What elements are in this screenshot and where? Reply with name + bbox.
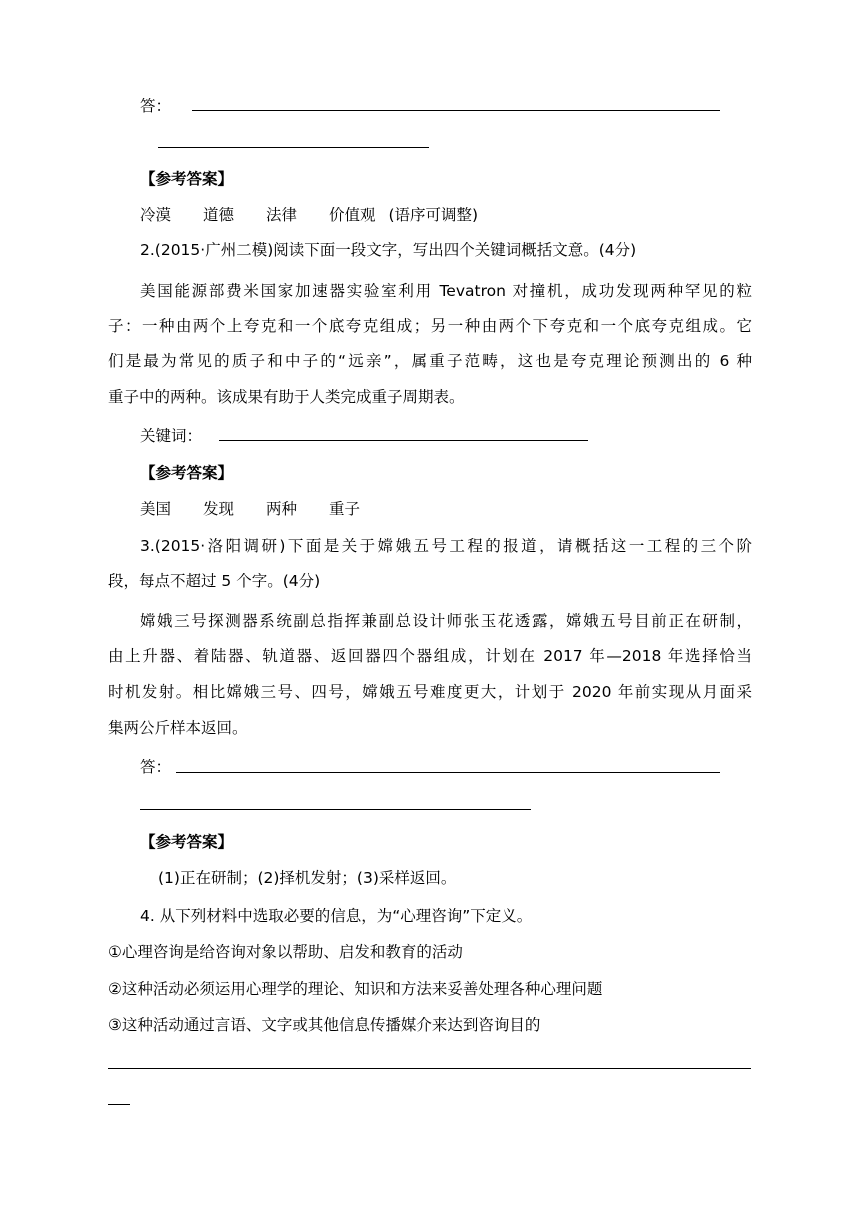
keyword: 两种 xyxy=(266,500,298,518)
keyword: 重子 xyxy=(329,500,361,518)
answer-label: 答： xyxy=(140,758,172,776)
answer-line[interactable] xyxy=(192,110,720,111)
question-3-line: 3.(2015·洛阳调研)下面是关于嫦娥五号工程的报道，请概括这一工程的三个阶 xyxy=(140,537,752,555)
answer-line[interactable] xyxy=(176,772,720,773)
keywords-label: 关键词： xyxy=(140,427,203,445)
question-4: 4. 从下列材料中选取必要的信息，为“心理咨询”下定义。 xyxy=(140,907,533,925)
passage-line: 美国能源部费米国家加速器实验室利用 Tevatron 对撞机，成功发现两种罕见的粒 xyxy=(140,282,752,300)
answer-label: 答： xyxy=(140,97,172,115)
passage-line: 时机发射。相比嫦娥三号、四号，嫦娥五号难度更大，计划于 2020 年前实现从月面采 xyxy=(108,683,752,701)
reference-note: (语序可调整) xyxy=(388,206,479,224)
keyword: 道德 xyxy=(203,206,235,224)
material-item: ①心理咨询是给咨询对象以帮助、启发和教育的活动 xyxy=(108,943,463,961)
keywords-answer-line[interactable] xyxy=(219,440,588,441)
definition-answer-line-end[interactable] xyxy=(108,1104,130,1105)
passage-line: 重子中的两种。该成果有助于人类完成重子周期表。 xyxy=(108,388,465,406)
passage-line: 集两公斤样本返回。 xyxy=(108,719,248,737)
question-2: 2.(2015·广州二模)阅读下面一段文字，写出四个关键词概括文意。(4分) xyxy=(140,241,637,259)
passage-line: 子：一种由两个上夸克和一个底夸克组成；另一种由两个下夸克和一个底夸克组成。它 xyxy=(108,317,752,335)
passage-line: 嫦娥三号探测器系统副总指挥兼副总设计师张玉花透露，嫦娥五号目前正在研制， xyxy=(140,612,752,630)
passage-line: 们是最为常见的质子和中子的“远亲”，属重子范畴，这也是夸克理论预测出的 6 种 xyxy=(108,352,752,370)
passage-line: 由上升器、着陆器、轨道器、返回器四个器组成，计划在 2017 年—2018 年选择恰当 xyxy=(108,647,752,665)
material-item: ②这种活动必须运用心理学的理论、知识和方法来妥善处理各种心理问题 xyxy=(108,980,603,998)
keyword: 冷漠 xyxy=(140,206,172,224)
keyword: 发现 xyxy=(203,500,235,518)
answer-line[interactable] xyxy=(140,809,531,810)
question-3-line: 段，每点不超过 5 个字。(4分) xyxy=(108,572,321,590)
reference-answer-title: 【参考答案】 xyxy=(140,170,234,188)
reference-keywords xyxy=(140,205,478,225)
keyword: 美国 xyxy=(140,500,172,518)
material-item: ③这种活动通过言语、文字或其他信息传播媒介来达到咨询目的 xyxy=(108,1016,541,1034)
keyword: 价值观 xyxy=(329,206,376,224)
answer-line[interactable] xyxy=(158,147,429,148)
reference-answer-title: 【参考答案】 xyxy=(140,464,234,482)
reference-answer: (1)正在研制；(2)择机发射；(3)采样返回。 xyxy=(158,869,457,887)
keyword: 法律 xyxy=(266,206,298,224)
reference-keywords xyxy=(140,499,360,519)
definition-answer-line[interactable] xyxy=(108,1068,751,1069)
reference-answer-title: 【参考答案】 xyxy=(140,833,234,851)
